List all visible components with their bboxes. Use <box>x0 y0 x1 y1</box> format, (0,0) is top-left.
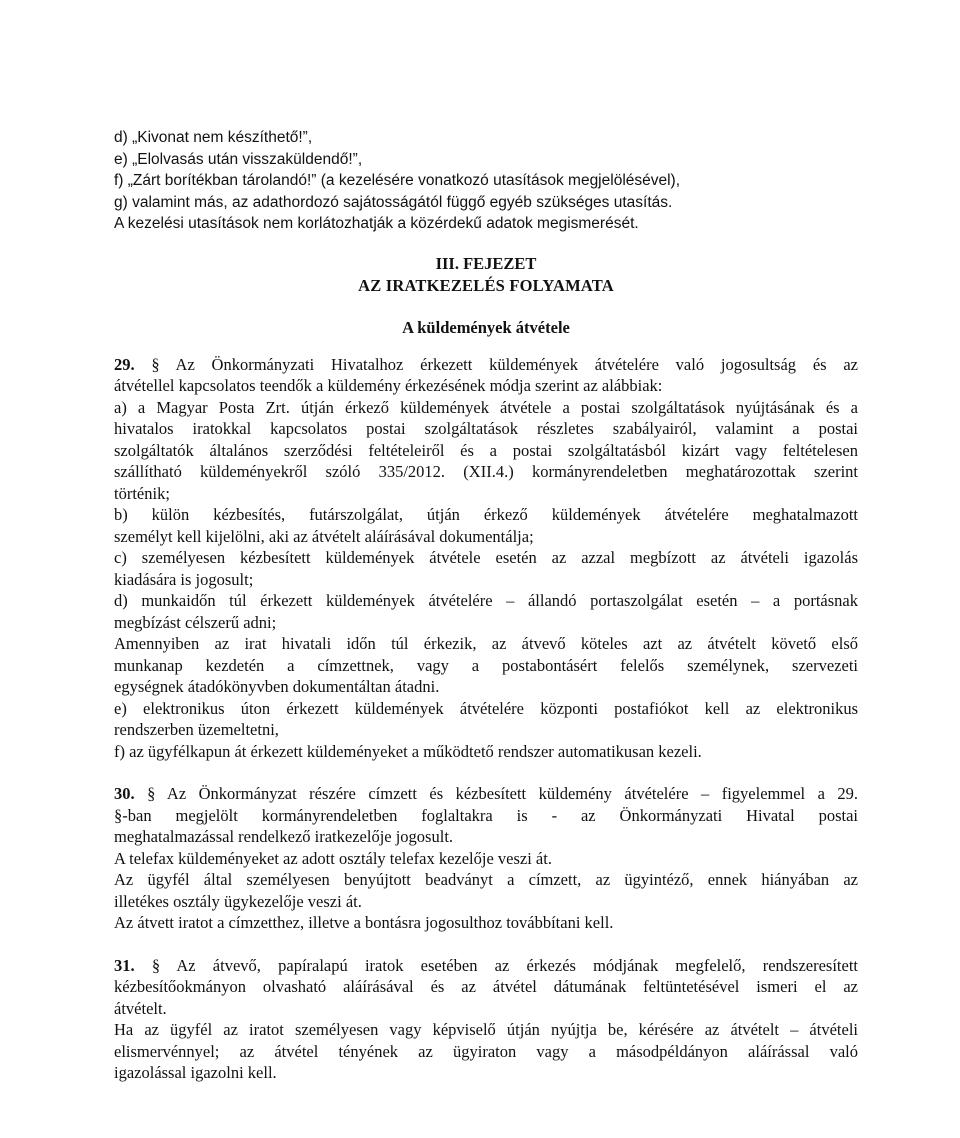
section-30 <box>114 783 858 934</box>
chapter-title: AZ IRATKEZELÉS FOLYAMATA <box>358 275 614 295</box>
paragraph-line: Az ügyfél által személyesen benyújtott beadványt a címzett, az ügyintéző, ennek hiányában az <box>114 870 858 889</box>
paragraph-line: szolgáltatók általános szerződési feltételeiről és a postai szolgáltatásból kizárt vagy feltételesen <box>114 440 858 460</box>
chapter-subtitle: A küldemények átvétele <box>402 317 570 337</box>
paragraph-line: c) személyesen kézbesített küldemények átvétele esetén az azzal megbízott az átvételi igazolás <box>114 548 858 567</box>
paragraph-line: d) munkaidőn túl érkezett küldemények átvételére – állandó portaszolgálat esetén – a portásnak <box>114 591 858 610</box>
paragraph-line: f) az ügyfélkapun át érkezett küldeményeket a működtető rendszer automatikusan kezeli. <box>114 741 702 761</box>
paragraph-line: 30. § Az Önkormányzat részére címzett és kézbesített küldemény átvételére – figyelemmel a 29. <box>114 784 859 803</box>
section-31 <box>114 955 858 1084</box>
list-item: g) valamint más, az adathordozó sajátosságától függő egyéb szükséges utasítás. <box>114 193 673 211</box>
paragraph-line: Az átvett iratot a címzetthez, illetve a bontásra jogosulthoz továbbítani kell. <box>114 913 614 932</box>
section-number: 31. <box>114 955 135 975</box>
paragraph-line: hivatalos iratokkal kapcsolatos postai szolgáltatások részletes szabályairól, valamint a postai <box>114 419 858 438</box>
handling-instructions-list <box>114 127 858 235</box>
paragraph-line: Amennyiben az irat hivatali időn túl érkezik, az átvevő köteles azt az átvételt követő első <box>114 634 858 653</box>
paragraph-line: kézbesítőokmányon olvasható aláírásával és az átvétel dátumának feltüntetésével ismeri el az <box>114 977 858 996</box>
paragraph-line: elismervénnyel; az átvétel tényének az ügyiraton vagy a másodpéldányon aláírással való <box>114 1041 858 1061</box>
section-number: 29. <box>114 354 135 374</box>
section-29 <box>114 354 858 763</box>
paragraph-line: átvételt. <box>114 998 167 1018</box>
paragraph-line: szállítható küldeményekről szóló 335/2012. (XII.4.) kormányrendeletben meghatározottak szerint <box>114 462 858 481</box>
section-number: 30. <box>114 784 135 803</box>
paragraph-line: e) elektronikus úton érkezett küldemények átvételére központi postafiókot kell az elektronikus <box>114 698 858 718</box>
paragraph-line: A telefax küldeményeket az adott osztály telefax kezelője veszi át. <box>114 848 552 868</box>
paragraph-line: igazolással igazolni kell. <box>114 1063 277 1082</box>
paragraph-line: illetékes osztály ügykezelője veszi át. <box>114 891 362 911</box>
paragraph-line: munkanap kezdetén a címzettnek, vagy a postabontásért felelős személynek, szervezeti <box>114 655 858 675</box>
document-page <box>114 127 858 1084</box>
paragraph-line: §-ban megjelölt kormányrendeletben foglaltakra is - az Önkormányzati Hivatal postai <box>114 805 858 825</box>
paragraph-line: a) a Magyar Posta Zrt. útján érkező küldemények átvétele a postai szolgáltatások nyújtásának és a <box>114 397 858 417</box>
paragraph-line: rendszerben üzemeltetni, <box>114 720 279 739</box>
paragraph-line: Ha az ügyfél az iratot személyesen vagy képviselő útján nyújtja be, kérésére az átvételt – átvételi <box>114 1020 858 1039</box>
paragraph-line: meghatalmazással rendelkező iratkezelője jogosult. <box>114 827 454 846</box>
paragraph-line: személyt kell kijelölni, aki az átvételt aláírásával dokumentálja; <box>114 526 534 546</box>
list-item: d) „Kivonat nem készíthető!”, <box>114 129 313 146</box>
paragraph-line: történik; <box>114 483 170 503</box>
list-item: f) „Zárt borítékban tárolandó!” (a kezelésére vonatkozó utasítások megjelölésével), <box>114 172 681 189</box>
paragraph-line: megbízást célszerű adni; <box>114 612 277 632</box>
chapter-number: III. FEJEZET <box>435 253 537 273</box>
paragraph-line: b) külön kézbesítés, futárszolgálat, útján érkező küldemények átvételére meghatalmazott <box>114 505 858 524</box>
paragraph-line: 29. § Az Önkormányzati Hivatalhoz érkezett küldemények átvételére való jogosultság és az <box>114 354 858 374</box>
paragraph-line: kiadására is jogosult; <box>114 569 254 589</box>
list-item: A kezelési utasítások nem korlátozhatják a közérdekű adatok megismerését. <box>114 215 639 232</box>
paragraph-line: 31. § Az átvevő, papíralapú iratok esetében az érkezés módjának megfelelő, rendszeresített <box>114 955 859 975</box>
paragraph-line: átvétellel kapcsolatos teendők a küldemény érkezésének módja szerint az alábbiak: <box>114 376 663 395</box>
list-item: e) „Elolvasás után visszaküldendő!”, <box>114 150 363 168</box>
paragraph-line: egységnek átadókönyvben dokumentáltan átadni. <box>114 677 440 696</box>
